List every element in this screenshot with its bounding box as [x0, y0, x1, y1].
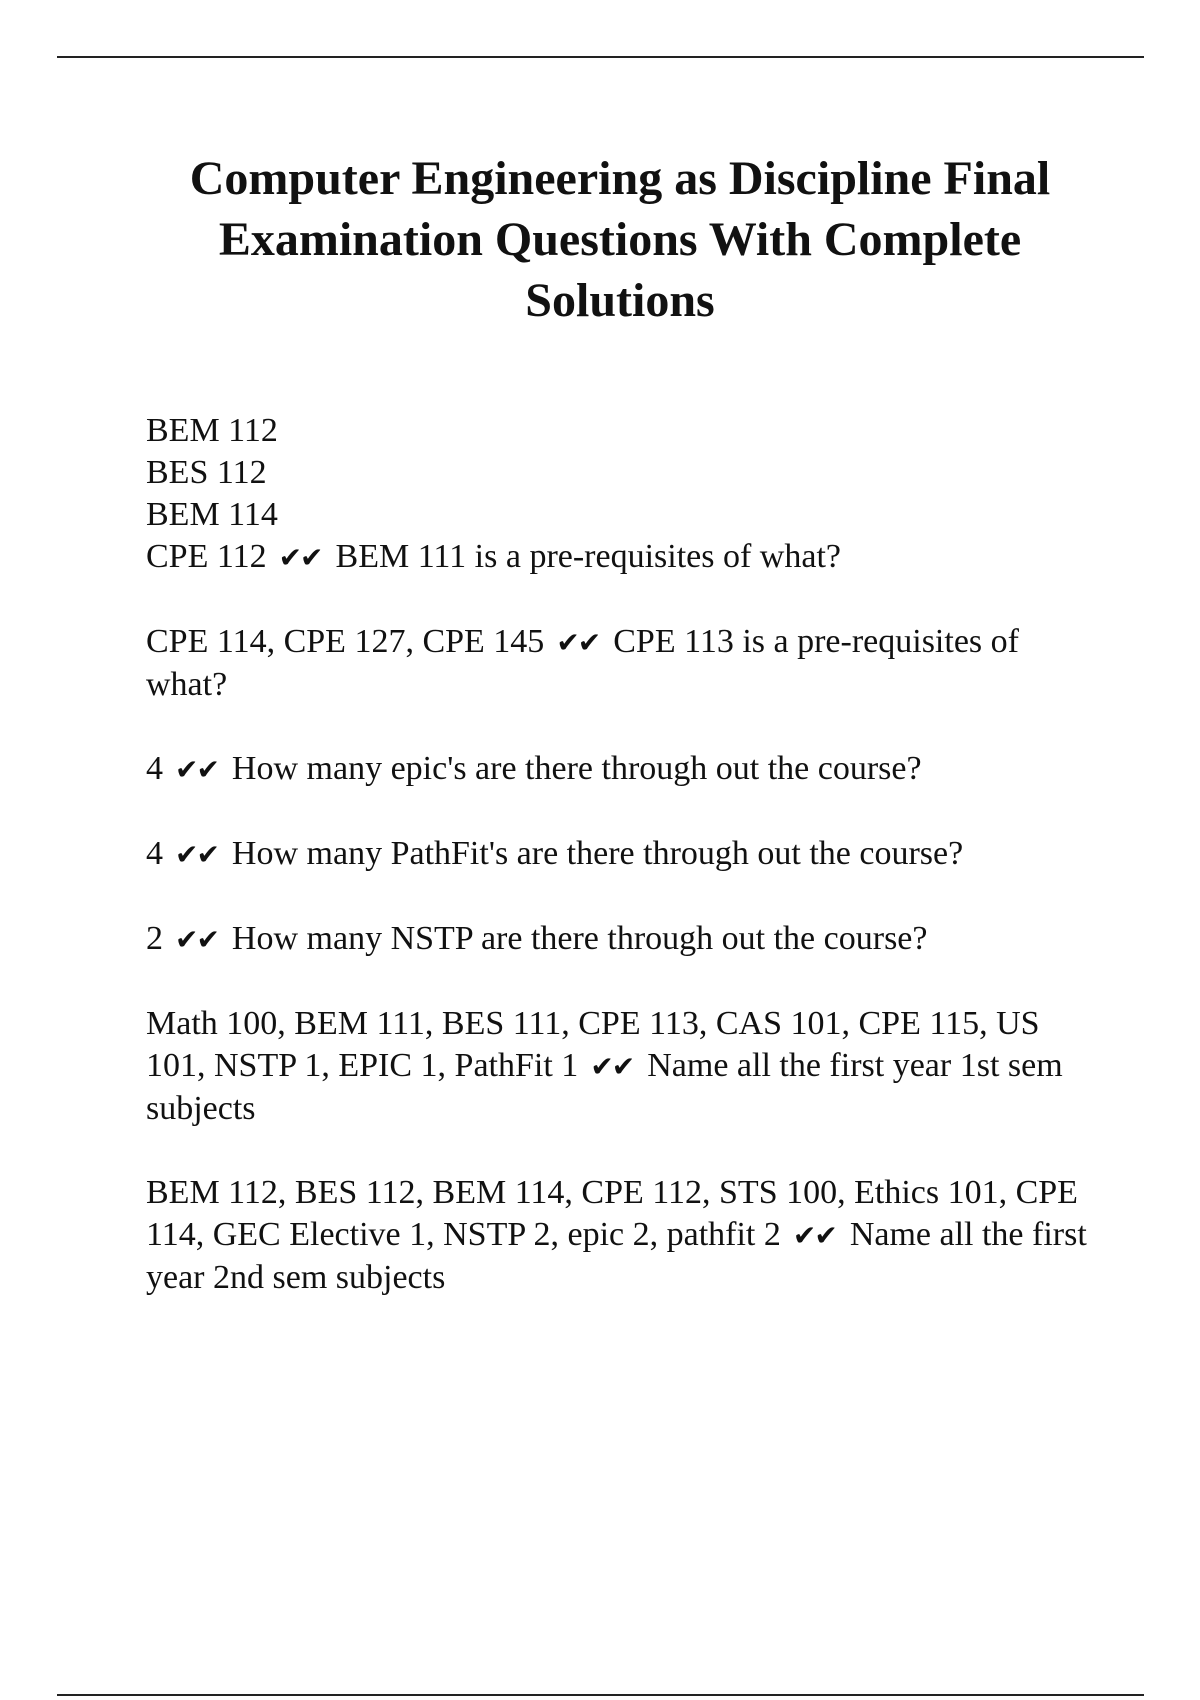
qa-item	[146, 410, 1106, 579]
answer-text: BEM 112, BES 112, BEM 114, CPE 112, STS 100, Ethics 101, CPE 114, GEC Elective 1, NSTP 2, epic 2, pathfit 2	[146, 1174, 1078, 1253]
question-text: BEM 111 is a pre-requisites of what?	[335, 538, 841, 575]
double-check-icon: ✔✔	[175, 923, 218, 956]
qa-item	[146, 918, 1106, 961]
double-check-icon: ✔✔	[278, 541, 322, 574]
answer-text: Math 100, BEM 111, BES 111, CPE 113, CAS 101, CPE 115, US 101, NSTP 1, EPIC 1, PathFit 1	[146, 1005, 1040, 1084]
double-check-icon: ✔✔	[556, 626, 600, 659]
answer-text: 4	[146, 750, 163, 787]
qa-item	[146, 748, 1106, 791]
qa-item	[146, 621, 1106, 706]
top-divider	[57, 56, 1144, 58]
question-text: How many epic's are there through out the course?	[231, 750, 922, 787]
qa-item	[146, 1172, 1106, 1299]
question-text: Name all the first year 1st sem subjects	[146, 1047, 1063, 1127]
double-check-icon: ✔✔	[175, 753, 218, 786]
double-check-icon: ✔✔	[590, 1050, 634, 1083]
document-title: Computer Engineering as Discipline Final Examination Questions With Complete Solutions	[189, 152, 1051, 327]
question-text: Name all the first year 2nd sem subjects	[146, 1216, 1087, 1296]
double-check-icon: ✔✔	[792, 1219, 836, 1252]
question-text: CPE 113 is a pre-requisites of what?	[146, 623, 1019, 703]
answer-text: 4	[146, 835, 163, 872]
qa-item	[146, 833, 1106, 876]
qa-list	[146, 410, 1106, 1341]
answer-text: BEM 112 BES 112 BEM 114 CPE 112	[146, 412, 278, 575]
answer-text: 2	[146, 920, 163, 957]
question-text: How many PathFit's are there through out the course?	[231, 835, 964, 872]
answer-text: CPE 114, CPE 127, CPE 145	[146, 623, 545, 660]
qa-item	[146, 1003, 1106, 1130]
double-check-icon: ✔✔	[175, 838, 218, 871]
question-text: How many NSTP are there through out the course?	[231, 920, 928, 957]
bottom-divider	[57, 1694, 1144, 1696]
